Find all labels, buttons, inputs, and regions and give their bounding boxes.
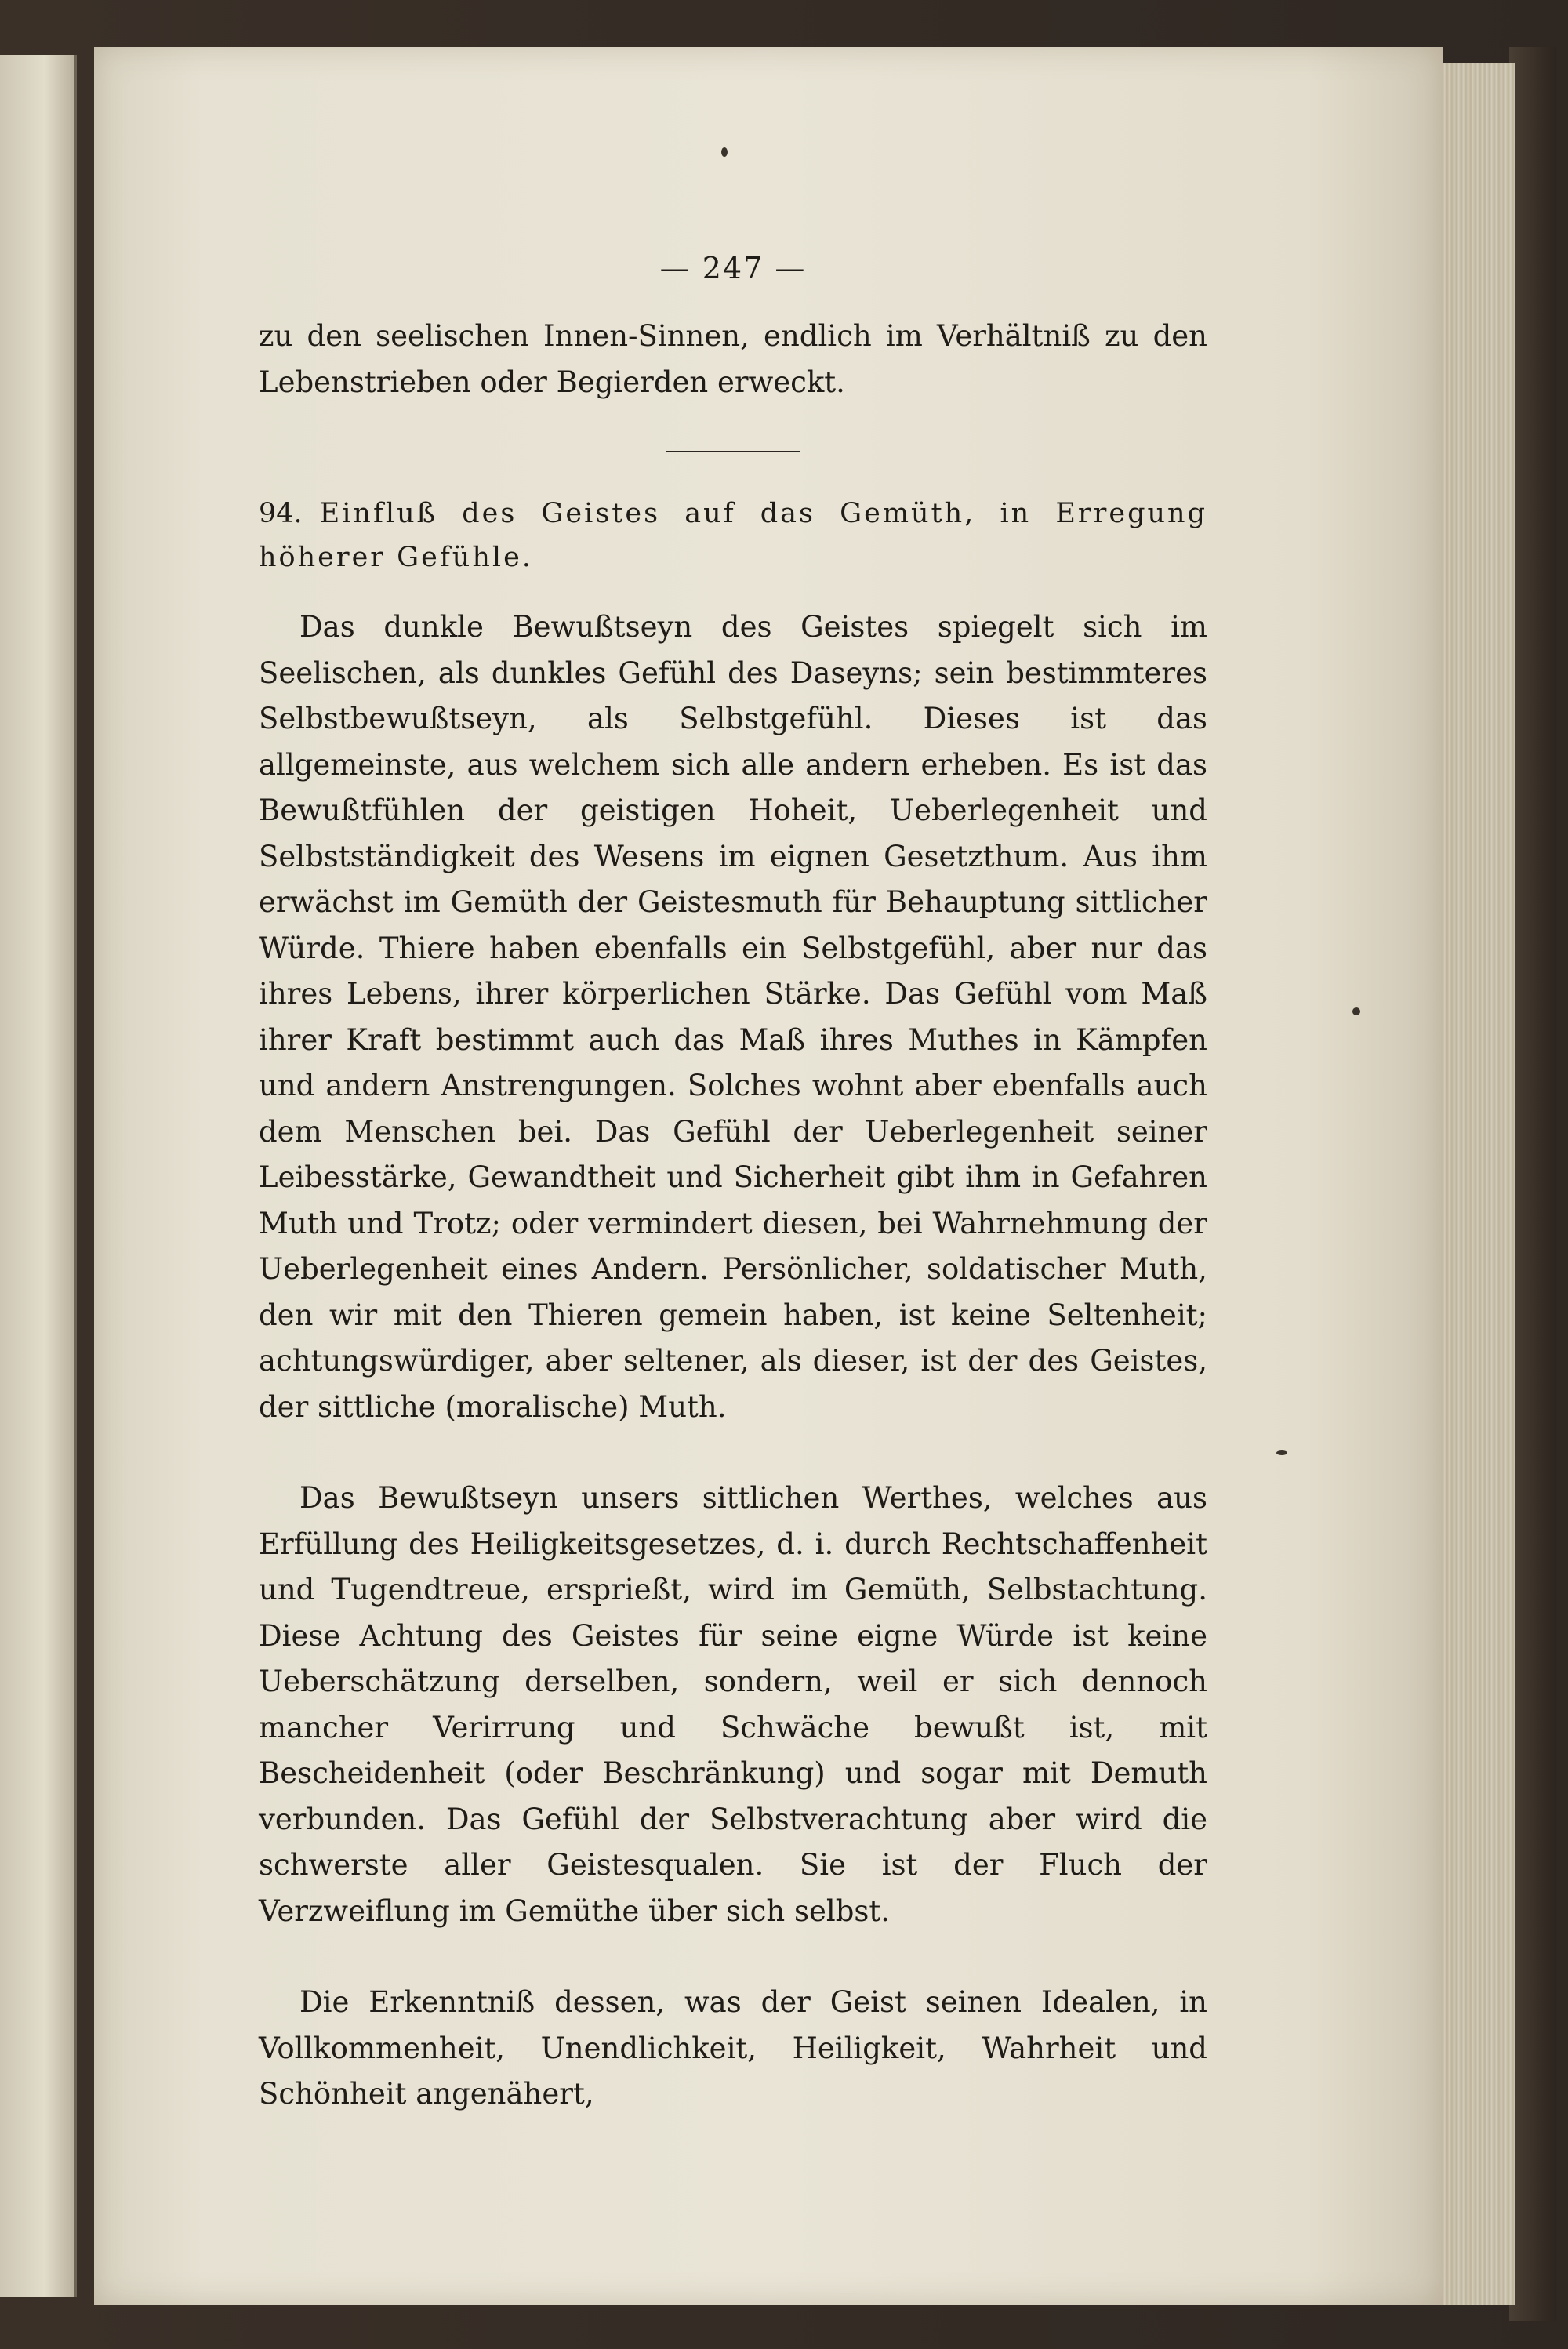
section-heading — [259, 492, 1207, 579]
body-paragraph-3: Die Erkenntniß dessen, was der Geist seinen Idealen, in Vollkommenheit, Unendlichkeit, Heiligkeit, Wahrheit und Schönheit angenähert, — [259, 1985, 1207, 2111]
section-divider — [666, 451, 800, 452]
page-content — [259, 251, 1207, 2118]
previous-page-edge — [0, 55, 77, 2297]
paragraph-gap — [259, 1430, 1207, 1476]
ink-speck — [1276, 1450, 1287, 1455]
paragraph-gap — [259, 1934, 1207, 1980]
book-cover-edge — [1509, 47, 1556, 2321]
ink-speck — [721, 147, 728, 157]
page-number: — 247 — — [659, 251, 807, 285]
ink-speck — [1352, 1007, 1360, 1015]
body-paragraph-1: Das dunkle Bewußtseyn des Geistes spiegelt sich im Seelischen, als dunkles Gefühl des Daseyns; sein bestimmteres Selbstbewußtseyn, als Selbstgefühl. Dieses ist das allgemeinste, aus welchem sich alle andern erheben. Es ist das Bewußtfühlen der geistigen Hoheit, Ueberlegenheit und Selbstständigkeit des Wesens im eignen Gesetzthum. Aus ihm erwächst im Gemüth der Geistesmuth für Behauptung sittlicher Würde. Thiere haben ebenfalls ein Selbstgefühl, aber nur das ihres Lebens, ihrer körperlichen Stärke. Das Gefühl vom Maß ihrer Kraft bestimmt auch das Maß ihres Muthes in Kämpfen und andern Anstrengungen. Solches wohnt aber ebenfalls auch dem Menschen bei. Das Gefühl der Ueberlegenheit seiner Leibesstärke, Gewandtheit und Sicherheit gibt ihm in Gefahren Muth und Trotz; oder vermindert diesen, bei Wahrnehmung der Ueberlegenheit eines Andern. Persönlicher, soldatischer Muth, den wir mit den Thieren gemein haben, ist keine Seltenheit; achtungswürdiger, aber seltener, als dieser, ist der des Geistes, der sittliche (moralische) Muth. — [259, 610, 1207, 1424]
page-stack-edge — [1439, 63, 1515, 2305]
section-title: Einfluß des Geistes auf das Gemüth, in Erregung höherer Gefühle. — [259, 498, 1207, 573]
body-paragraph-2: Das Bewußtseyn unsers sittlichen Werthes, welches aus Erfüllung des Heiligkeitsgesetzes, d. i. durch Rechtschaffenheit und Tugendtreue, ersprießt, wird im Gemüth, Selbstachtung. Diese Achtung des Geistes für seine eigne Würde ist keine Ueberschätzung derselben, sondern, weil er sich dennoch mancher Verirrung und Schwäche bewußt ist, mit Bescheidenheit (oder Beschränkung) und sogar mit Demuth verbunden. Das Gefühl der Selbstverachtung aber wird die schwerste aller Geistesqualen. Sie ist der Fluch der Verzweiflung im Gemüthe über sich selbst. — [259, 1481, 1207, 1928]
intro-paragraph: zu den seelischen Innen-Sinnen, endlich im Verhältniß zu den Lebenstrieben oder Begierden erweckt. — [259, 319, 1207, 399]
section-number: 94. — [259, 498, 303, 529]
